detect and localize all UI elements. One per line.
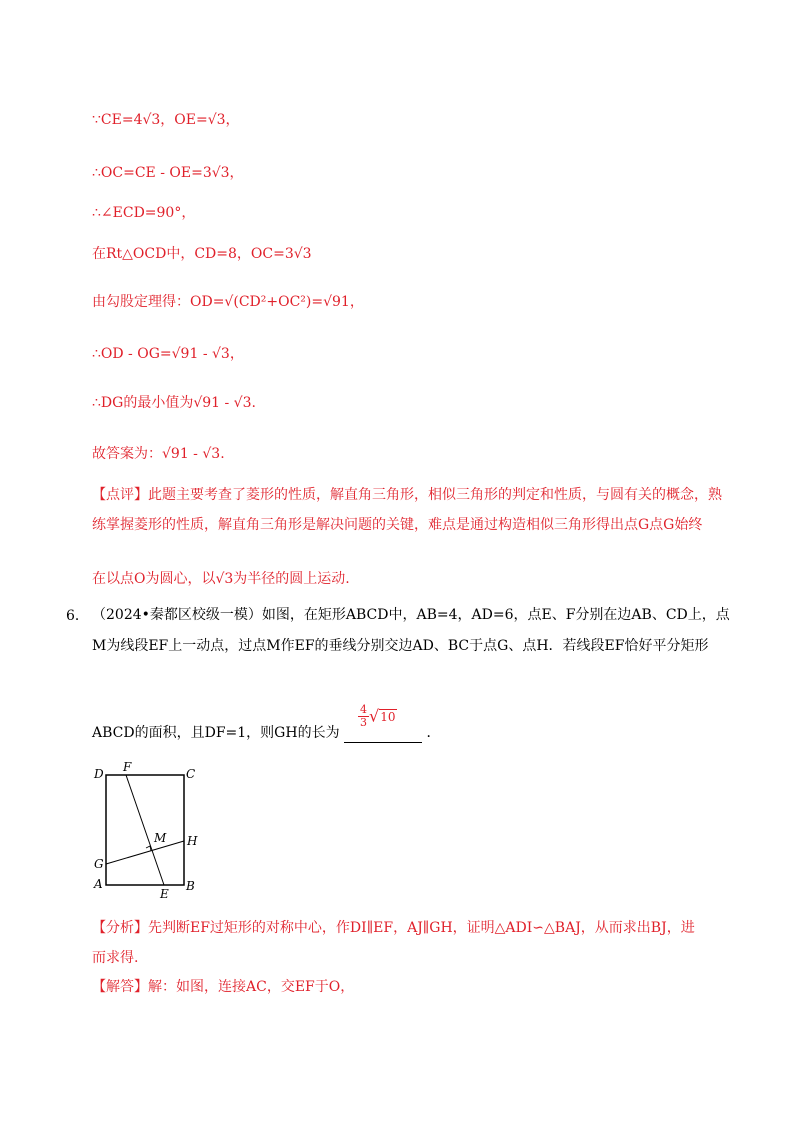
comment-text-2: 练掌握菱形的性质，解直角三角形是解决问题的关键，难点是通过构造相似三角形得出点G点G始终	[92, 517, 703, 533]
solution-line-8	[92, 444, 225, 464]
solution-text: 解：如图，连接AC，交EF于O，	[148, 979, 355, 995]
analysis-line-2	[92, 948, 138, 968]
answer-radical-sign: √	[369, 706, 380, 726]
label-a: A	[94, 877, 103, 891]
label-d: D	[94, 767, 104, 781]
right-angle-mark	[146, 846, 151, 851]
question-text-1: （2024•秦都区校级一模）如图，在矩形ABCD中，AB=4，AD=6，点E、F分别在边AB、CD上，点	[92, 607, 730, 623]
question-number: 6．	[66, 608, 89, 624]
solution-start-line	[92, 977, 354, 997]
label-f: F	[123, 760, 132, 774]
answer-blank	[344, 703, 422, 743]
segment-gh	[106, 841, 184, 864]
solution-line-7-text: ∴DG的最小值为√91 - √3.	[92, 395, 256, 411]
solution-line-6-text: ∴OD - OG=√91 - √3，	[92, 346, 244, 362]
solution-line-1	[92, 110, 240, 130]
answer-numerator: 4	[360, 703, 368, 716]
answer-fraction	[358, 704, 369, 729]
answer-radicand: 10	[380, 709, 396, 724]
comment-line-3	[92, 569, 350, 589]
solution-line-8-text: 故答案为：√91 - √3.	[92, 446, 225, 462]
question-line-1	[92, 605, 730, 625]
question-line-3	[92, 703, 441, 743]
solution-line-6	[92, 344, 244, 364]
analysis-text-2: 而求得.	[92, 950, 139, 966]
analysis-tag: 【分析】	[92, 920, 148, 936]
answer-expression	[358, 704, 396, 729]
question-text-3-end: ．	[426, 725, 441, 741]
label-g: G	[94, 857, 104, 871]
question-text-2: M为线段EF上一动点，过点M作EF的垂线分别交边AD、BC于点G、点H．若线段EF恰好平分矩形	[92, 638, 709, 654]
label-m: M	[154, 831, 167, 845]
solution-line-5	[92, 292, 364, 312]
label-h: H	[187, 834, 198, 848]
answer-denominator: 3	[360, 716, 368, 729]
solution-tag: 【解答】	[92, 979, 148, 995]
solution-line-7	[92, 393, 256, 413]
solution-line-5-text: 由勾股定理得：OD=√(CD²+OC²)=√91，	[92, 294, 364, 310]
analysis-line-1	[92, 918, 695, 938]
label-c: C	[186, 767, 196, 781]
solution-line-3-text: ∴∠ECD=90°，	[92, 205, 196, 221]
rectangle-figure	[88, 760, 218, 900]
solution-line-2	[92, 163, 244, 183]
question-text-3: ABCD的面积，且DF=1，则GH的长为	[92, 725, 340, 741]
comment-line-1	[92, 485, 722, 505]
comment-tag: 【点评】	[92, 487, 148, 503]
segment-ef	[126, 775, 164, 885]
label-e: E	[160, 887, 169, 900]
comment-text-1: 此题主要考查了菱形的性质，解直角三角形，相似三角形的判定和性质，与圆有关的概念，熟	[148, 487, 722, 503]
solution-line-4-text: 在Rt△OCD中，CD=8，OC=3√3	[92, 246, 312, 262]
solution-line-1-text: ∵CE=4√3，OE=√3，	[92, 112, 240, 128]
analysis-text-1: 先判断EF过矩形的对称中心，作DI∥EF，AJ∥GH，证明△ADI∽△BAJ，从而求出BJ，进	[148, 920, 695, 936]
solution-line-4	[92, 244, 312, 264]
solution-line-3	[92, 203, 195, 223]
comment-text-3: 在以点O为圆心，以√3为半径的圆上运动.	[92, 571, 350, 587]
label-b: B	[186, 879, 195, 893]
solution-line-2-text: ∴OC=CE - OE=3√3，	[92, 165, 244, 181]
comment-line-2	[92, 515, 702, 535]
question-line-2	[92, 636, 708, 656]
